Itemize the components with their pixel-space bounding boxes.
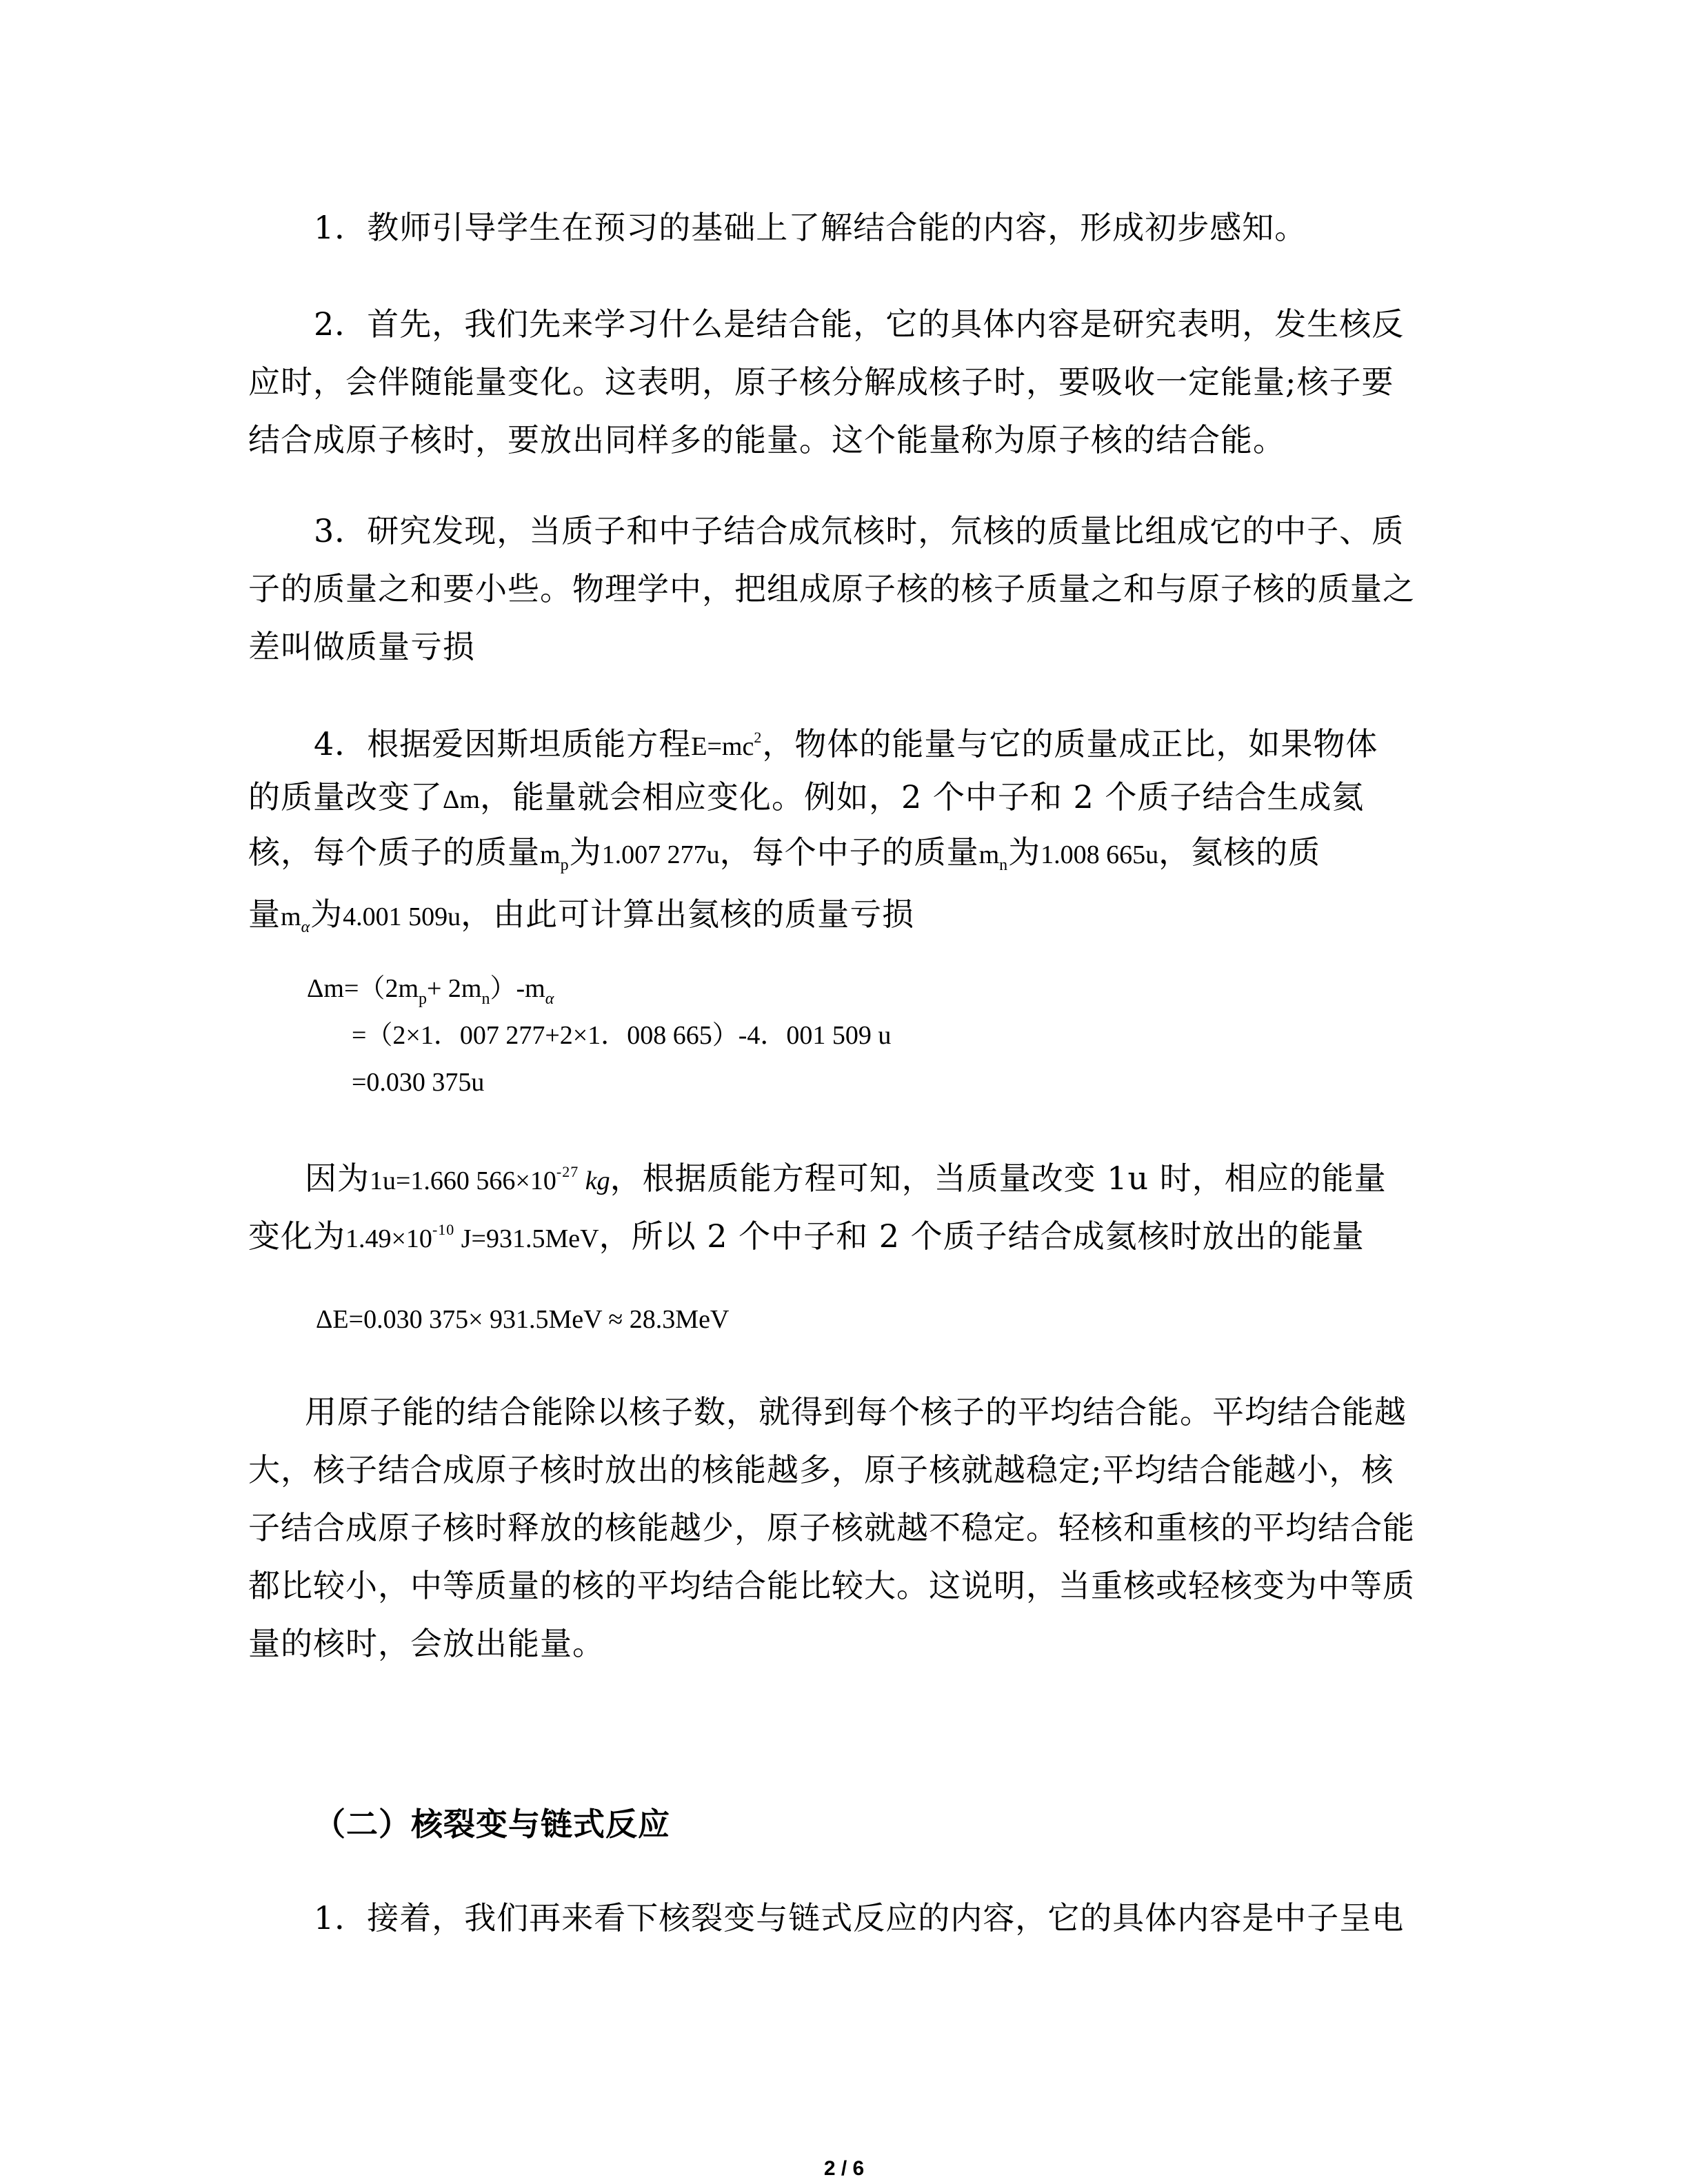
paragraph-1-line-1: 1．教师引导学生在预习的基础上了解结合能的内容，形成初步感知。: [314, 209, 1307, 246]
subscript: p: [419, 990, 427, 1008]
calculation-row-3: =0.030 375u: [352, 1068, 485, 1097]
text-fragment: ，能量就会相应变化。例如，2 个中子和 2 个质子结合生成氦: [480, 778, 1365, 816]
atomic-mass-unit-equation: 1u=1.660 566×10: [370, 1166, 556, 1195]
paragraph-2-line-1: 2．首先，我们先来学习什么是结合能，它的具体内容是研究表明，发生核反: [314, 305, 1405, 343]
text-fragment: ，根据质能方程可知，当质量改变 1u 时，相应的能量: [610, 1160, 1387, 1197]
text-fragment: ，物体的能量与它的质量成正比，如果物体: [762, 725, 1378, 762]
subscript: n: [481, 990, 490, 1008]
text-fragment: 核，每个质子的质量: [248, 833, 540, 871]
superscript: -10: [432, 1221, 455, 1238]
energy-conversion-equation: 1.49×10: [345, 1224, 432, 1253]
text-fragment: ，氦核的质: [1158, 833, 1321, 871]
math-fragment: ）-m: [490, 974, 545, 1003]
paragraph-3-line-3: 差叫做质量亏损: [248, 628, 475, 665]
text-fragment: 变化为: [248, 1217, 345, 1255]
text-fragment: 量: [248, 896, 281, 933]
text-fragment: ，所以 2 个中子和 2 个质子结合成氦核时放出的能量: [599, 1217, 1365, 1255]
subscript: α: [545, 990, 554, 1008]
unit-kg: [579, 1166, 610, 1195]
subscript: α: [301, 918, 311, 936]
neutron-mass-value: 1.008 665u: [1041, 840, 1159, 869]
text-fragment: ，由此可计算出氦核的质量亏损: [461, 896, 915, 933]
paragraph-6-line-5: 量的核时，会放出能量。: [248, 1625, 605, 1662]
energy-conversion-result: J=931.5MeV: [454, 1224, 599, 1253]
delta-m-symbol: Δm: [443, 785, 480, 814]
text-fragment: 为: [569, 833, 602, 871]
paragraph-4-line-4: [248, 893, 914, 948]
text-fragment: 的质量改变了: [248, 778, 443, 816]
paragraph-2-line-3: 结合成原子核时，要放出同样多的能量。这个能量称为原子核的结合能。: [248, 421, 1285, 458]
paragraph-3-line-2: 子的质量之和要小些。物理学中，把组成原子核的核子质量之和与原子核的质量之: [248, 570, 1415, 607]
subscript: n: [999, 856, 1009, 874]
alpha-mass-symbol: m: [281, 902, 301, 931]
proton-mass-symbol: m: [540, 840, 561, 869]
paragraph-7-line-1: 1．接着，我们再来看下核裂变与链式反应的内容，它的具体内容是中子呈电: [314, 1899, 1405, 1937]
paragraph-4-line-1: [314, 717, 1378, 767]
paragraph-4-line-3: [248, 831, 1320, 886]
text-fragment: 因为: [305, 1160, 370, 1197]
text-fragment: 为: [1008, 833, 1041, 871]
paragraph-3-line-1: 3．研究发现，当质子和中子结合成氘核时，氘核的质量比组成它的中子、质: [314, 512, 1405, 549]
paragraph-6-line-1: 用原子能的结合能除以核子数，就得到每个核子的平均结合能。平均结合能越: [305, 1393, 1407, 1430]
calculation-row-2: =（2×1．007 277+2×1．008 665）-4．001 509 u: [352, 1021, 892, 1050]
math-fragment: Δm=（: [307, 974, 385, 1003]
text-fragment: 为: [310, 896, 343, 933]
binding-energy-equation: ΔE=0.030 375× 931.5MeV ≈ 28.3MeV: [316, 1305, 730, 1334]
subscript: p: [560, 856, 570, 874]
page-number: 2 / 6: [823, 2157, 865, 2180]
math-fragment: + 2m: [427, 974, 482, 1003]
superscript: 2: [754, 729, 763, 746]
text-fragment: 4．根据爱因斯坦质能方程: [314, 725, 692, 762]
paragraph-5-line-2: [248, 1209, 1365, 1260]
superscript: -27: [556, 1163, 579, 1180]
paragraph-6-line-4: 都比较小，中等质量的核的平均结合能比较大。这说明，当重核或轻核变为中等质: [248, 1567, 1415, 1604]
paragraph-6-line-3: 子结合成原子核时释放的核能越少，原子核就越不稳定。轻核和重核的平均结合能: [248, 1509, 1415, 1546]
text-fragment: ，每个中子的质量: [719, 833, 979, 871]
calculation-row-1: [307, 972, 554, 1015]
section-heading: （二）核裂变与链式反应: [314, 1806, 670, 1843]
neutron-mass-symbol: m: [978, 840, 1000, 869]
mass-energy-equation: E=mc: [691, 732, 754, 761]
unit-kg-text: kg: [585, 1166, 610, 1195]
paragraph-2-line-2: 应时，会伴随能量变化。这表明，原子核分解成核子时，要吸收一定能量;核子要: [248, 363, 1394, 401]
math-fragment: 2m: [385, 974, 419, 1003]
paragraph-5-line-1: [305, 1151, 1387, 1202]
paragraph-6-line-2: 大，核子结合成原子核时放出的核能越多，原子核就越稳定;平均结合能越小，核: [248, 1451, 1394, 1488]
paragraph-4-line-2: [248, 776, 1364, 820]
alpha-mass-value: 4.001 509u: [343, 902, 461, 931]
proton-mass-value: 1.007 277u: [601, 840, 720, 869]
